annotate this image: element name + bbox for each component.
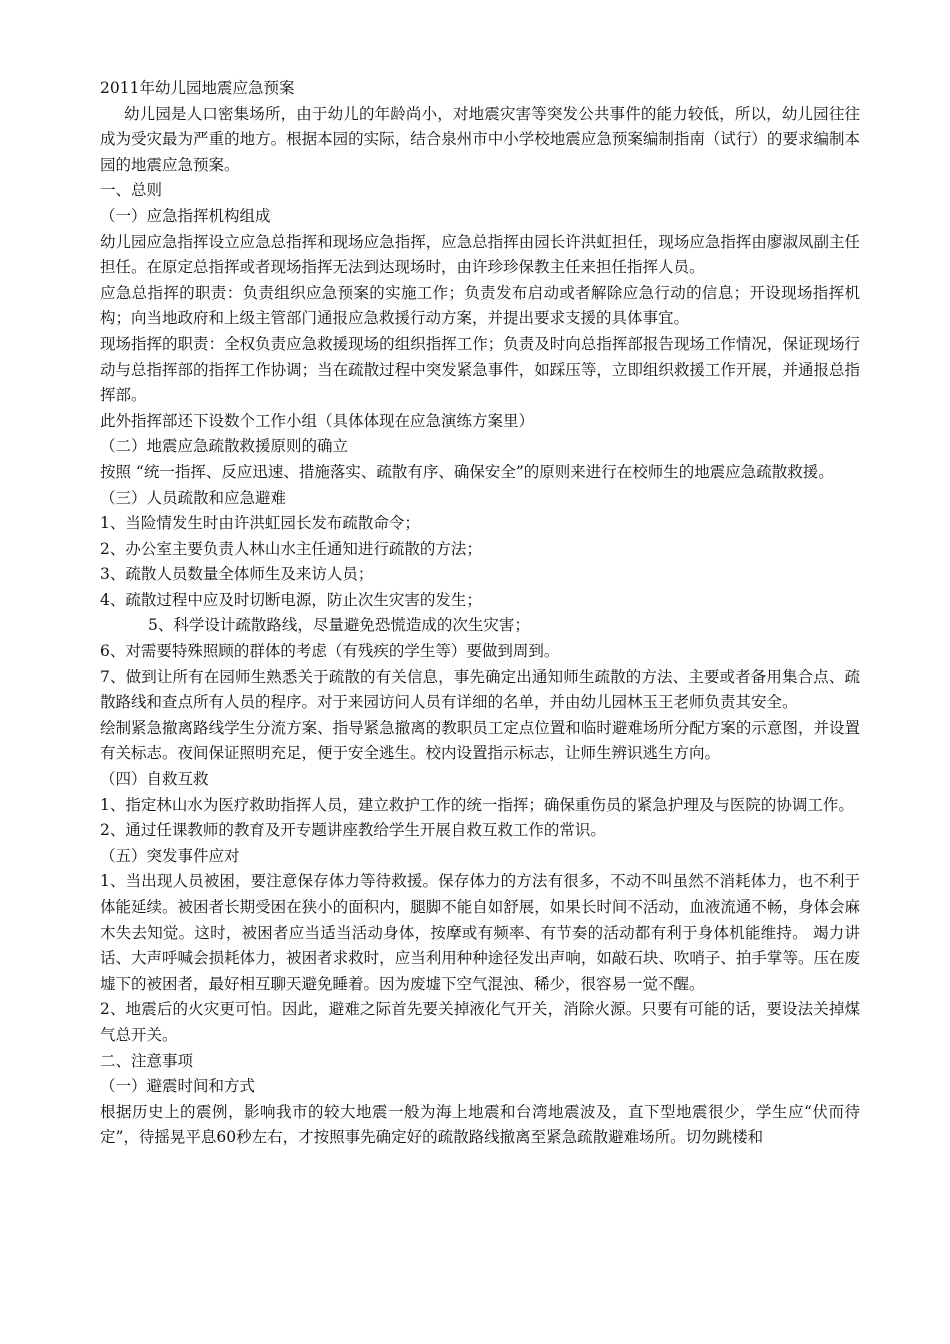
subsection-heading: （四）自救互救 — [100, 770, 209, 789]
list-item: 2、通过任课教师的教育及开专题讲座教给学生开展自救互救工作的常识。 — [100, 821, 606, 840]
list-item: 6、对需要特殊照顾的群体的考虑（有残疾的学生等）要做到周到。 — [100, 642, 560, 661]
section-heading-general: 一、总则 — [100, 181, 163, 200]
body-paragraph: 按照 “统一指挥、反应迅速、措施落实、疏散有序、确保安全”的原则来进行在校师生的地震应急疏散救援。 — [100, 462, 834, 481]
body-paragraph: 幼儿园应急指挥设立应急总指挥和现场应急指挥，应急总指挥由园长许洪虹担任，现场应急指挥由廖淑凤副主任担任。在原定总指挥或者现场指挥无法到达现场时，由许珍珍保教主任来担任指挥人员。 — [100, 232, 860, 277]
list-item: 2、办公室主要负责人林山水主任通知进行疏散的方法； — [100, 539, 482, 558]
list-item: 7、做到让所有在园师生熟悉关于疏散的有关信息，事先确定出通知师生疏散的方法、主要或者备用集合点、疏散路线和查点所有人员的程序。对于来园访问人员有详细的名单，并由幼儿园林玉王老师负责其安全。 — [100, 667, 860, 712]
list-item: 1、当出现人员被困，要注意保存体力等待救援。保存体力的方法有很多，不动不叫虽然不消耗体力，也不利于体能延续。被困者长期受困在狭小的面积内，腿脚不能自如舒展，如果长时间不活动，血液流通不畅，身体会麻木失去知觉。这时，被困者应当适当活动身体，按摩或有频率、有节奏的活动都有利于身体机能维持。 竭力讲话、大声呼喊会损耗体力，被困者求救时，应当利用种种途径发出声响，如敲石块、吹哨子、拍手掌等。压在废墟下的被困者，最好相互聊天避免睡着。因为废墟下空气混浊、稀少，很容易一觉不醒。 — [100, 872, 860, 993]
subsection-heading: （三）人员疏散和应急避难 — [100, 488, 287, 507]
list-item: 5、科学设计疏散路线，尽量避免恐慌造成的次生灾害； — [148, 616, 530, 635]
document-title: 2011年幼儿园地震应急预案 — [100, 79, 295, 97]
subsection-heading: （五）突发事件应对 — [100, 846, 240, 865]
body-paragraph: 绘制紧急撤离路线学生分流方案、指导紧急撤离的教职员工定点位置和临时避难场所分配方案的示意图，并设置有关标志。夜间保证照明充足，便于安全逃生。校内设置指示标志，让师生辨识逃生方向。 — [100, 718, 860, 763]
body-paragraph: 现场指挥的职责：全权负责应急救援现场的组织指挥工作；负责及时向总指挥部报告现场工作情况，保证现场行动与总指挥部的指挥工作协调；当在疏散过程中突发紧急事件，如踩压等，立即组织救援工作开展，并通报总指挥部。 — [100, 334, 860, 405]
subsection-heading: （一）避震时间和方式 — [100, 1077, 256, 1096]
body-paragraph: 此外指挥部还下设数个工作小组（具体体现在应急演练方案里） — [100, 411, 535, 430]
list-item: 1、当险情发生时由许洪虹园长发布疏散命令； — [100, 514, 420, 533]
section-heading-notes: 二、注意事项 — [100, 1051, 194, 1070]
subsection-heading: （二）地震应急疏散救援原则的确立 — [100, 437, 349, 456]
intro-paragraph: 幼儿园是人口密集场所，由于幼儿的年龄尚小，对地震灾害等突发公共事件的能力较低，所以，幼儿园往往成为受灾最为严重的地方。根据本园的实际，结合泉州市中小学校地震应急预案编制指南（试行）的要求编制本园的地震应急预案。 — [100, 104, 860, 174]
body-paragraph: 应急总指挥的职责：负责组织应急预案的实施工作；负责发布启动或者解除应急行动的信息；开设现场指挥机构；向当地政府和上级主管部门通报应急救援行动方案，并提出要求支援的具体事宜。 — [100, 283, 860, 328]
subsection-heading: （一）应急指挥机构组成 — [100, 206, 271, 225]
document-body — [100, 76, 860, 1151]
list-item: 1、指定林山水为医疗救助指挥人员，建立救护工作的统一指挥；确保重伤员的紧急护理及与医院的协调工作。 — [100, 795, 854, 814]
list-item: 2、地震后的火灾更可怕。因此，避难之际首先要关掉液化气开关，消除火源。只要有可能的话，要设法关掉煤气总开关。 — [100, 1000, 860, 1044]
body-paragraph: 根据历史上的震例，影响我市的较大地震一般为海上地震和台湾地震波及，直下型地震很少，学生应“伏而待定”，待摇晃平息60秒左右，才按照事先确定好的疏散路线撤离至紧急疏散避难场所。切勿跳楼和 — [100, 1102, 860, 1147]
list-item: 3、疏散人员数量全体师生及来访人员； — [100, 565, 374, 584]
list-item: 4、疏散过程中应及时切断电源，防止次生灾害的发生； — [100, 590, 482, 609]
